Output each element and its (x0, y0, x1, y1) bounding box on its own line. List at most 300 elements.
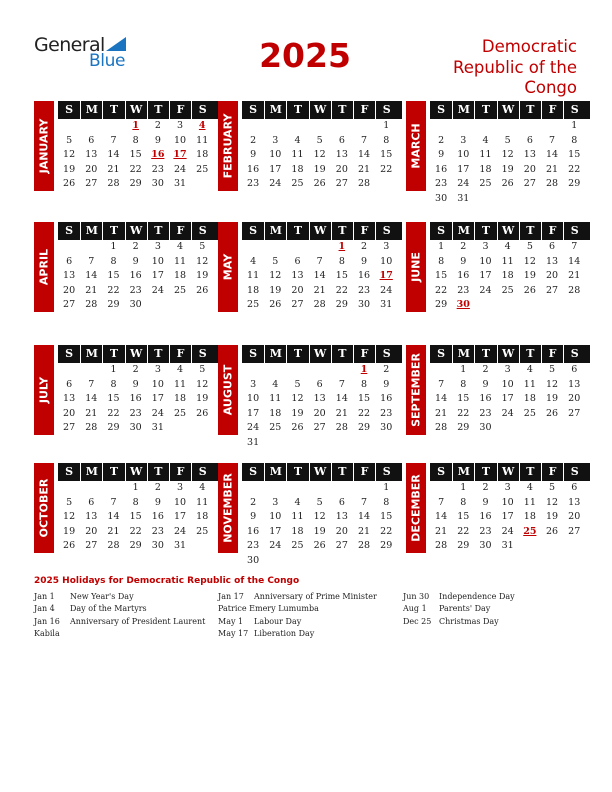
day-cell: 8 (438, 255, 445, 267)
day-cell: 9 (383, 378, 390, 390)
day-cell: 20 (568, 511, 581, 522)
day-cell: 5 (294, 378, 301, 390)
day-cell: 23 (247, 540, 260, 551)
holiday-item (218, 603, 377, 615)
day-cell (242, 119, 264, 134)
day-cell: 28 (435, 422, 448, 433)
day-cell: 11 (501, 255, 514, 267)
day-cell: 13 (335, 149, 348, 160)
weekday-label: F (541, 463, 563, 481)
day-cell: 17 (173, 511, 187, 522)
week-row (242, 392, 402, 407)
day-cell (309, 436, 331, 451)
day-cell: 11 (173, 378, 187, 390)
day-cell: 14 (107, 149, 120, 160)
weekday-header (430, 101, 590, 119)
day-cell: 29 (107, 422, 120, 433)
day-cell: 18 (501, 270, 514, 281)
week-row (430, 525, 590, 540)
holiday-day-cell: 1 (132, 120, 139, 131)
day-cell: 17 (479, 270, 492, 281)
day-cell (541, 192, 563, 207)
day-cell: 15 (457, 393, 470, 404)
day-cell (191, 421, 213, 436)
day-cell: 21 (313, 284, 326, 296)
day-cell (80, 240, 102, 255)
week-row (242, 436, 402, 451)
week-row (58, 269, 218, 284)
day-cell (264, 554, 286, 569)
day-cell (309, 481, 331, 496)
day-cell (331, 119, 353, 134)
weekday-label: T (474, 101, 496, 119)
day-cell: 6 (571, 364, 578, 375)
day-cell: 8 (383, 134, 390, 146)
day-cell: 14 (107, 511, 120, 522)
day-cell: 14 (435, 393, 448, 404)
week-row (58, 407, 218, 422)
day-cell: 13 (63, 393, 76, 404)
day-cell (264, 240, 286, 255)
weekday-label: W (497, 345, 519, 363)
day-cell: 6 (66, 378, 73, 390)
day-cell: 11 (196, 496, 209, 508)
day-cell: 8 (460, 496, 467, 508)
day-cell: 12 (313, 149, 326, 160)
weekday-label: M (80, 222, 102, 240)
day-cell (563, 192, 585, 207)
day-cell (286, 240, 308, 255)
day-cell: 17 (269, 525, 282, 537)
weekday-label: T (474, 345, 496, 363)
day-cell: 21 (435, 407, 448, 419)
month-december (406, 463, 580, 553)
day-cell (58, 363, 80, 378)
weekday-label: M (264, 101, 286, 119)
weekday-label: W (125, 222, 147, 240)
day-cell (80, 119, 102, 134)
day-cell: 10 (479, 255, 492, 267)
week-row (242, 539, 402, 554)
week-row (242, 177, 402, 192)
day-cell: 30 (357, 299, 371, 310)
day-cell: 20 (85, 163, 98, 175)
day-cell: 29 (435, 299, 448, 310)
day-cell: 10 (501, 496, 514, 508)
day-cell: 16 (247, 163, 260, 175)
day-cell (519, 119, 541, 134)
day-cell: 26 (523, 284, 536, 296)
day-cell: 28 (435, 540, 448, 551)
day-cell: 18 (196, 149, 209, 160)
holiday-name: New Year's Day (70, 592, 134, 601)
day-cell (497, 192, 519, 207)
day-cell: 10 (151, 255, 164, 267)
weekday-label: T (331, 101, 353, 119)
weekday-label: T (102, 222, 124, 240)
weekday-label: S (249, 347, 258, 360)
week-row (430, 177, 590, 192)
day-cell: 18 (173, 393, 187, 404)
month-name: FEBRUARY (221, 113, 235, 179)
day-cell: 11 (291, 511, 304, 522)
day-cell: 24 (173, 163, 187, 175)
holiday-day-cell: 4 (198, 120, 206, 131)
day-cell: 14 (545, 149, 559, 160)
weekday-label: M (452, 345, 474, 363)
day-cell: 26 (63, 540, 76, 551)
weekday-label: S (563, 345, 585, 363)
day-cell: 25 (291, 540, 304, 551)
holiday-date: May 17 (218, 628, 249, 638)
weekday-label: M (80, 463, 102, 481)
country-name-line: Republic of the (453, 57, 577, 77)
week-row (58, 510, 218, 525)
week-row (242, 496, 402, 511)
week-row (242, 554, 402, 569)
day-cell: 18 (247, 284, 260, 296)
day-cell: 21 (85, 284, 98, 296)
week-row (430, 407, 590, 422)
day-cell: 3 (272, 134, 279, 146)
day-cell (353, 436, 375, 451)
day-cell (541, 298, 563, 313)
week-row (242, 363, 402, 378)
month-name: SEPTEMBER (409, 353, 423, 427)
month-days-grid (430, 101, 590, 206)
month-name: MARCH (409, 123, 423, 169)
day-cell: 10 (247, 393, 260, 404)
week-row (242, 421, 402, 436)
day-cell: 9 (361, 255, 368, 267)
day-cell: 9 (438, 149, 445, 160)
day-cell: 18 (269, 407, 282, 419)
month-days-grid (242, 101, 402, 192)
holiday-day-cell: 1 (338, 241, 346, 252)
weekday-header (242, 222, 402, 240)
holiday-column (34, 591, 205, 640)
day-cell: 19 (291, 407, 304, 419)
day-cell: 27 (63, 299, 76, 310)
week-row (58, 284, 218, 299)
day-cell: 13 (568, 496, 581, 508)
day-cell: 17 (247, 407, 260, 419)
day-cell: 26 (313, 540, 326, 551)
day-cell: 8 (361, 378, 368, 390)
day-cell: 17 (457, 163, 470, 175)
day-cell (264, 363, 286, 378)
day-cell: 20 (545, 270, 559, 281)
day-cell: 20 (291, 284, 304, 296)
day-cell: 9 (250, 511, 257, 522)
day-cell: 23 (357, 284, 371, 296)
holiday-date: Dec 25 (403, 616, 432, 626)
day-cell: 1 (132, 482, 139, 493)
day-cell: 29 (129, 178, 142, 189)
day-cell: 26 (269, 299, 282, 310)
holiday-column (218, 591, 377, 640)
day-cell (353, 554, 375, 569)
day-cell: 16 (357, 270, 371, 281)
day-cell: 13 (335, 511, 348, 522)
page-title-year: 2025 (259, 36, 351, 75)
day-cell: 9 (154, 496, 161, 508)
day-cell: 12 (63, 511, 76, 522)
day-cell: 15 (107, 270, 120, 281)
holiday-item (34, 603, 205, 615)
day-cell: 13 (85, 511, 98, 522)
week-row (58, 163, 218, 178)
weekday-label: S (65, 465, 74, 478)
month-label (406, 222, 426, 312)
holiday-date: Jun 30 (403, 592, 430, 601)
day-cell: 8 (110, 255, 117, 267)
weekday-label: S (437, 224, 446, 237)
week-row (58, 119, 218, 134)
day-cell: 20 (85, 525, 98, 537)
day-cell: 15 (380, 511, 393, 522)
day-cell: 23 (247, 178, 260, 189)
day-cell (309, 119, 331, 134)
day-cell: 20 (63, 284, 76, 296)
holiday-name: Independence Day (439, 592, 515, 601)
day-cell: 2 (460, 241, 467, 252)
day-cell: 11 (173, 255, 187, 267)
day-cell: 31 (173, 178, 187, 189)
day-cell: 24 (380, 284, 393, 296)
day-cell: 14 (85, 270, 98, 281)
day-cell (80, 363, 102, 378)
week-row (242, 269, 402, 284)
day-cell: 7 (110, 496, 117, 508)
weekday-header (58, 345, 218, 363)
day-cell: 18 (291, 163, 304, 175)
month-november (218, 463, 393, 566)
month-days-grid (430, 345, 590, 436)
day-cell: 12 (313, 511, 326, 522)
day-cell: 31 (380, 299, 393, 310)
logo (34, 34, 134, 74)
week-row (58, 240, 218, 255)
day-cell: 28 (85, 422, 98, 433)
day-cell: 24 (501, 407, 514, 419)
day-cell (519, 421, 541, 436)
day-cell: 8 (110, 378, 117, 390)
week-row (430, 392, 590, 407)
day-cell: 10 (380, 255, 393, 267)
weekday-label: W (125, 463, 147, 481)
month-may (218, 222, 392, 312)
day-cell (58, 119, 80, 134)
day-cell: 30 (151, 540, 164, 551)
week-row (430, 192, 590, 207)
logo-blue-text: Blue (89, 51, 126, 71)
week-row (430, 134, 590, 149)
day-cell: 8 (460, 378, 467, 390)
month-january (34, 101, 208, 191)
month-august (218, 345, 393, 448)
week-row (242, 148, 402, 163)
day-cell: 24 (457, 178, 470, 189)
day-cell: 1 (460, 364, 467, 375)
day-cell: 4 (294, 496, 301, 508)
day-cell: 22 (568, 163, 581, 175)
day-cell: 14 (357, 511, 371, 522)
day-cell: 5 (549, 364, 556, 375)
day-cell (474, 119, 496, 134)
weekday-label: T (147, 101, 169, 119)
day-cell: 13 (568, 378, 581, 390)
weekday-label: T (286, 345, 308, 363)
day-cell (497, 119, 519, 134)
day-cell: 12 (291, 393, 304, 404)
day-cell: 10 (269, 511, 282, 522)
day-cell: 18 (523, 393, 536, 404)
week-row (58, 539, 218, 554)
day-cell (331, 554, 353, 569)
weekday-label: S (563, 222, 585, 240)
weekday-label: T (102, 463, 124, 481)
day-cell: 22 (380, 163, 393, 175)
day-cell: 2 (482, 364, 489, 375)
day-cell: 1 (110, 241, 117, 252)
day-cell: 28 (357, 178, 371, 189)
day-cell: 13 (545, 255, 559, 267)
day-cell: 24 (151, 407, 164, 419)
month-name: OCTOBER (37, 478, 51, 538)
day-cell: 26 (545, 407, 559, 419)
day-cell (430, 481, 452, 496)
holiday-name-continued: Kabila (34, 628, 60, 638)
day-cell: 18 (196, 511, 209, 522)
day-cell: 22 (457, 407, 470, 419)
weekday-label: T (331, 345, 353, 363)
week-row (430, 378, 590, 393)
month-label (218, 101, 238, 191)
month-label (218, 463, 238, 553)
day-cell: 3 (177, 482, 184, 493)
day-cell (430, 363, 452, 378)
day-cell (563, 421, 585, 436)
week-row (430, 269, 590, 284)
holiday-day-cell: 25 (523, 525, 537, 537)
month-september (406, 345, 580, 435)
day-cell: 4 (177, 241, 184, 252)
holiday-item (403, 603, 515, 615)
day-cell: 24 (501, 525, 514, 537)
week-row (242, 240, 402, 255)
day-cell (80, 481, 102, 496)
day-cell (541, 539, 563, 554)
day-cell: 1 (438, 241, 445, 252)
day-cell: 16 (151, 511, 164, 522)
day-cell: 24 (173, 525, 187, 537)
day-cell (191, 177, 213, 192)
weekday-header (430, 222, 590, 240)
holiday-date: Aug 1 (403, 604, 427, 614)
day-cell: 9 (132, 255, 139, 267)
day-cell: 3 (250, 378, 257, 390)
weekday-label: S (437, 347, 446, 360)
weekday-label: S (375, 463, 397, 481)
day-cell: 5 (66, 134, 73, 146)
day-cell: 25 (173, 284, 187, 296)
day-cell: 12 (545, 378, 559, 390)
day-cell: 4 (294, 134, 301, 146)
day-cell: 12 (501, 149, 514, 160)
holiday-item (403, 591, 515, 603)
holiday-date: Jan 16 (34, 616, 60, 626)
day-cell: 30 (247, 554, 260, 566)
day-cell: 15 (435, 270, 448, 281)
holiday-column (403, 591, 515, 628)
day-cell: 29 (107, 299, 120, 310)
weekday-label: S (249, 224, 258, 237)
day-cell: 21 (357, 163, 371, 175)
day-cell: 14 (335, 393, 348, 404)
day-cell (353, 119, 375, 134)
day-cell: 19 (313, 163, 326, 175)
week-row (430, 481, 590, 496)
week-row (430, 421, 590, 436)
day-cell: 19 (63, 163, 76, 175)
weekday-label: F (353, 463, 375, 481)
day-cell: 25 (523, 407, 536, 419)
day-cell: 21 (107, 525, 120, 537)
holiday-item (34, 616, 205, 628)
day-cell: 2 (438, 134, 445, 146)
day-cell: 7 (361, 496, 368, 508)
day-cell: 8 (338, 255, 345, 267)
weekday-label: T (286, 101, 308, 119)
holiday-item (403, 616, 515, 628)
holiday-name: Day of the Martyrs (70, 604, 147, 614)
day-cell: 21 (107, 163, 120, 175)
weekday-label: T (519, 463, 541, 481)
day-cell: 4 (504, 241, 511, 252)
day-cell: 30 (151, 178, 164, 189)
day-cell: 23 (151, 525, 164, 537)
month-days-grid (430, 222, 590, 313)
day-cell (430, 119, 452, 134)
day-cell: 15 (107, 393, 120, 404)
day-cell: 31 (457, 192, 470, 204)
week-row (242, 510, 402, 525)
weekday-label: W (125, 345, 147, 363)
weekday-header (430, 345, 590, 363)
week-row (430, 163, 590, 178)
day-cell: 6 (338, 134, 345, 146)
week-row (430, 496, 590, 511)
day-cell: 1 (383, 120, 390, 131)
day-cell: 26 (196, 407, 209, 419)
holiday-day-cell: 1 (360, 364, 368, 375)
day-cell: 25 (479, 178, 492, 189)
month-name: NOVEMBER (221, 473, 235, 543)
day-cell: 3 (177, 120, 184, 131)
day-cell: 27 (85, 540, 98, 551)
day-cell (242, 240, 264, 255)
holiday-item (34, 591, 205, 603)
day-cell: 31 (501, 540, 514, 551)
weekday-label: F (541, 345, 563, 363)
day-cell (353, 481, 375, 496)
day-cell (563, 539, 585, 554)
day-cell: 21 (335, 407, 348, 419)
day-cell: 29 (357, 422, 371, 433)
day-cell: 25 (196, 163, 209, 175)
weekday-label: W (309, 101, 331, 119)
